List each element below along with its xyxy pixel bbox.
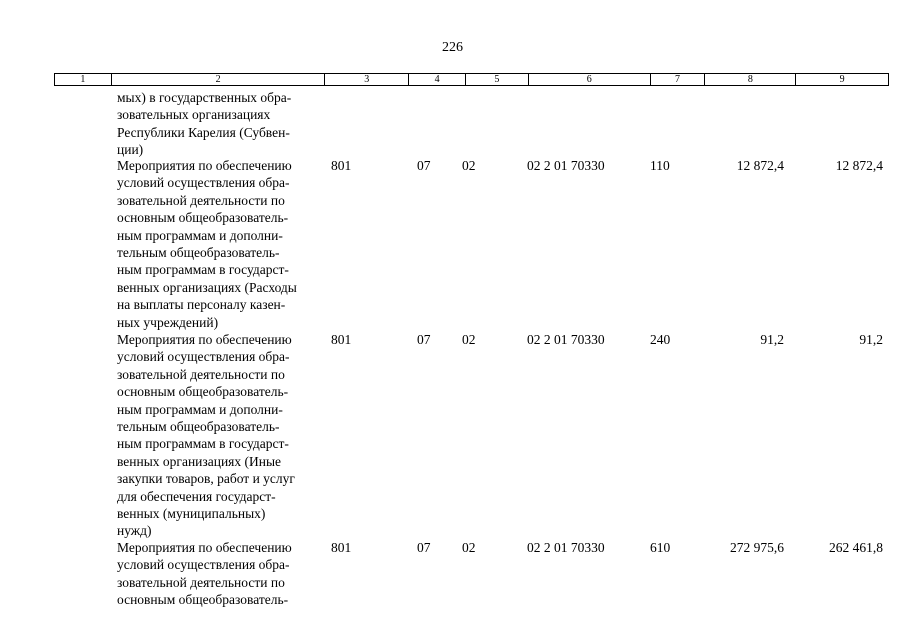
row-col8: 91,2 (760, 332, 784, 347)
header-col-1: 1 (55, 74, 112, 85)
row-description: Мероприятия по обеспечению условий осуществления обра- зовательной деятельности по основным общеобразователь- ным программам и дополни- тельным общеобразователь- ным программам в государст- венных организациях (Расходы на выплаты персоналу казен- ных учреждений) (117, 158, 297, 330)
row-col7: 110 (650, 158, 670, 173)
row-col9: 12 872,4 (835, 158, 883, 173)
row-col3: 801 (331, 540, 352, 555)
row-col9: 262 461,8 (829, 540, 883, 555)
row-col7: 240 (650, 332, 671, 347)
table-header (54, 73, 889, 86)
header-col-4: 4 (409, 74, 466, 85)
page-number: 226 (442, 40, 463, 55)
row-col5: 02 (462, 158, 476, 173)
row-col3: 801 (331, 332, 352, 347)
row-col6: 02 2 01 70330 (527, 332, 605, 347)
row-col4: 07 (417, 332, 431, 347)
row-col9: 91,2 (859, 332, 883, 347)
header-col-7: 7 (651, 74, 706, 85)
row-col5: 02 (462, 332, 476, 347)
header-col-2: 2 (112, 74, 325, 85)
header-col-8: 8 (705, 74, 796, 85)
header-col-9: 9 (839, 74, 845, 85)
row-col3: 801 (331, 158, 352, 173)
row-col4: 07 (417, 540, 431, 555)
row-col6: 02 2 01 70330 (527, 158, 605, 173)
row-col8: 272 975,6 (730, 540, 784, 555)
header-col-5: 5 (466, 74, 529, 85)
row-description: Мероприятия по обеспечению условий осуществления обра- зовательной деятельности по основным общеобразователь- ным программам и дополни- тельным общеобразователь- ным программам в государст- венных организациях (Иные закупки товаров, работ и услуг для обеспечения государст- венных (муниципальных) нужд) (117, 332, 295, 539)
row-col4: 07 (417, 158, 431, 173)
header-col-6: 6 (529, 74, 651, 85)
row-col7: 610 (650, 540, 671, 555)
row-col6: 02 2 01 70330 (527, 540, 605, 555)
row-description: Мероприятия по обеспечению условий осуществления обра- зовательной деятельности по основным общеобразователь- (117, 540, 292, 608)
row-col8: 12 872,4 (736, 158, 784, 173)
continuation-text: мых) в государственных обра- зовательных организациях Республики Карелия (Субвен- ции) (117, 90, 292, 158)
row-col5: 02 (462, 540, 476, 555)
header-col-3: 3 (325, 74, 409, 85)
